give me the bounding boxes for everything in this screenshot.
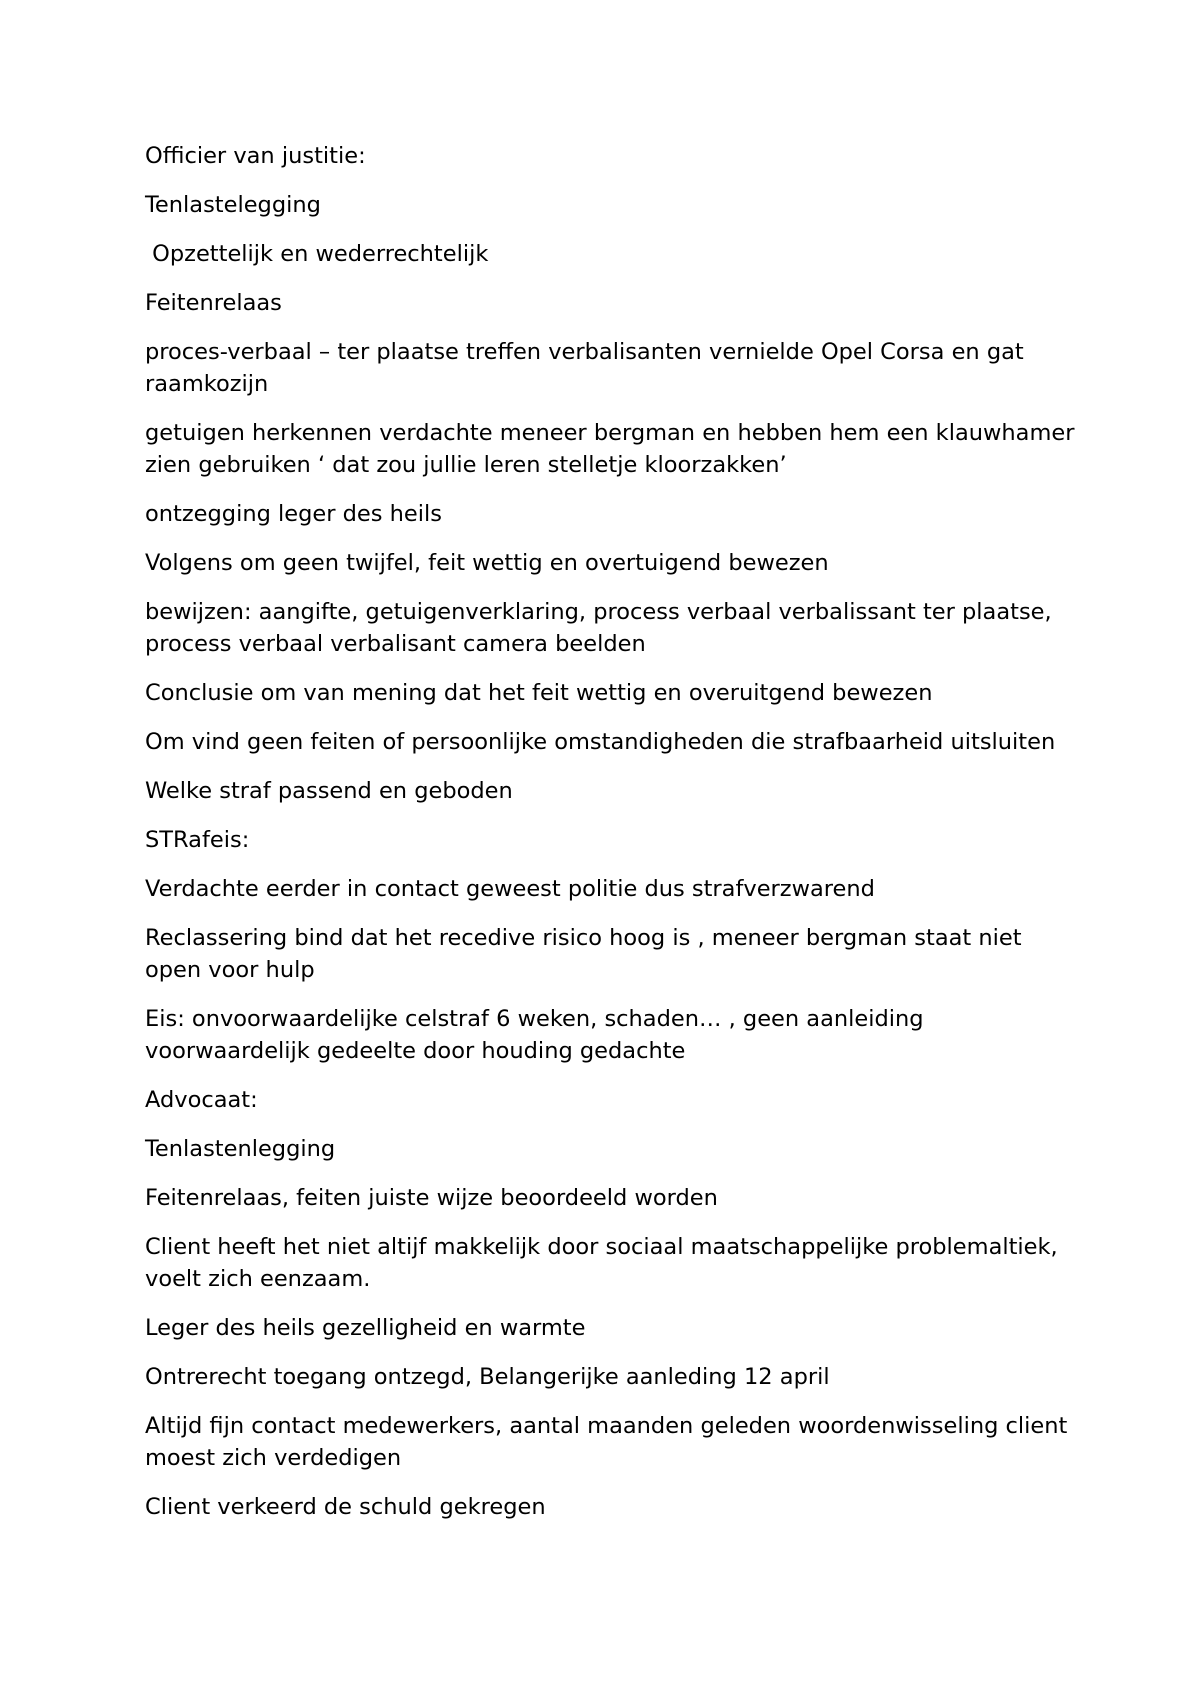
paragraph: proces-verbaal – ter plaatse treffen verbalisanten vernielde Opel Corsa en gat raamkozijn [145, 339, 1031, 397]
paragraph: Volgens om geen twijfel, feit wettig en overtuigend bewezen [145, 550, 829, 576]
paragraph: Client verkeerd de schuld gekregen [145, 1494, 546, 1520]
heading-advocaat: Advocaat: [145, 1087, 258, 1113]
paragraph: Opzettelijk en wederrechtelijk [145, 241, 489, 267]
document-body [145, 140, 1082, 1540]
paragraph: Eis: onvoorwaardelijke celstraf 6 weken, schaden… , geen aanleiding voorwaardelijk gedeelte door houding gedachte [145, 1006, 931, 1064]
paragraph: Client heeft het niet altijf makkelijk door sociaal maatschappelijke problemaltiek, voelt zich eenzaam. [145, 1234, 1065, 1292]
paragraph: Feitenrelaas, feiten juiste wijze beoordeeld worden [145, 1185, 718, 1211]
paragraph: Altijd fijn contact medewerkers, aantal maanden geleden woordenwisseling client moest zich verdedigen [145, 1413, 1075, 1471]
paragraph: getuigen herkennen verdachte meneer bergman en hebben hem een klauwhamer zien gebruiken ‘ dat zou jullie leren stelletje kloorzakken’ [145, 420, 1082, 478]
heading-officier: Officier van justitie: [145, 143, 366, 169]
paragraph: Tenlastenlegging [145, 1136, 336, 1162]
paragraph: Welke straf passend en geboden [145, 778, 513, 804]
paragraph: Feitenrelaas [145, 290, 282, 316]
paragraph: Om vind geen feiten of persoonlijke omstandigheden die strafbaarheid uitsluiten [145, 729, 1056, 755]
paragraph: ontzegging leger des heils [145, 501, 442, 527]
paragraph: Reclassering bind dat het recedive risico hoog is , meneer bergman staat niet open voor hulp [145, 925, 1029, 983]
paragraph: Conclusie om van mening dat het feit wettig en overuitgend bewezen [145, 680, 933, 706]
paragraph: bewijzen: aangifte, getuigenverklaring, process verbaal verbalissant ter plaatse, process verbaal verbalisant camera beelden [145, 599, 1059, 657]
paragraph: Tenlastelegging [145, 192, 321, 218]
paragraph: Verdachte eerder in contact geweest politie dus strafverzwarend [145, 876, 875, 902]
paragraph: Ontrerecht toegang ontzegd, Belangerijke aanleding 12 april [145, 1364, 830, 1390]
paragraph: STRafeis: [145, 827, 250, 853]
paragraph: Leger des heils gezelligheid en warmte [145, 1315, 586, 1341]
